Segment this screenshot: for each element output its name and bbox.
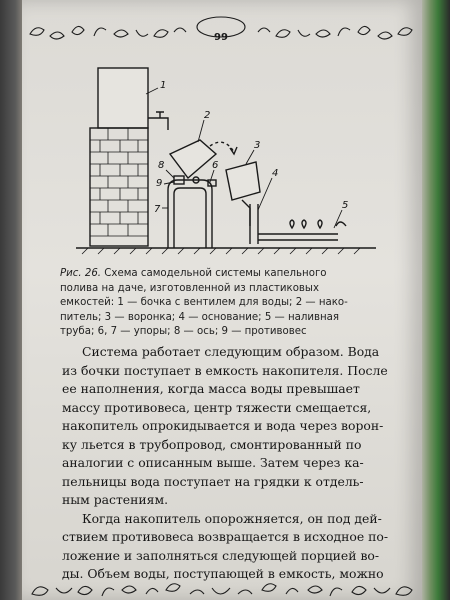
text-line: Когда накопитель опорожняется, он под дей-: [82, 510, 382, 526]
figure-label: Рис. 26.: [60, 268, 102, 279]
flow-arrow: [210, 142, 234, 152]
label-4: 4: [272, 168, 279, 179]
caption-line-1: [60, 267, 400, 282]
label-8: 8: [158, 160, 165, 171]
caption-line-2: полива на даче, изготовленной из пластиковых: [60, 282, 320, 294]
label-5: 5: [342, 200, 349, 211]
text-line: ствием противовеса возвращается в исходное по-: [62, 529, 389, 544]
label-9: 9: [156, 178, 163, 189]
figure-caption: [60, 267, 400, 340]
caption-line-3: емкостей: 1 — бочка с вентилем для воды; 2 — нако-: [60, 297, 348, 309]
text-line: пельницы вода поступает на грядки к отдель-: [62, 473, 364, 489]
text-line: аналогии с описанным выше. Затем через ка-: [62, 455, 364, 470]
caption-line-4: питель; 3 — воронка; 4 — основание; 5 — наливная: [60, 311, 340, 323]
caption-text: Схема самодельной системы капельного: [104, 268, 327, 279]
book-edge: [420, 0, 450, 600]
text-line: из бочки поступает в емкость накопителя. После: [62, 362, 388, 378]
text-line: ее наполнения, когда масса воды превышает: [62, 381, 360, 396]
text-line: массу противовеса, центр тяжести смещается,: [62, 399, 372, 415]
base-post: [250, 204, 258, 244]
label-1: 1: [160, 80, 167, 91]
text-line: ложение и заполняться следующей порцией во-: [62, 547, 380, 563]
brick-column: [90, 128, 148, 246]
text-line: накопитель опрокидывается и вода через ворон-: [62, 418, 384, 433]
tipping-container: [170, 140, 219, 178]
desk-background: [0, 0, 22, 600]
label-3: 3: [254, 140, 261, 151]
text-line: ку льется в трубопровод, смонтированный по: [62, 436, 362, 452]
label-2: 2: [204, 110, 211, 121]
page-number: 99: [214, 32, 228, 43]
irrigation-diagram: [58, 58, 388, 264]
valve-pipe: [148, 118, 168, 130]
paragraph-1: [62, 343, 400, 510]
bottom-ornament-border: [22, 572, 422, 600]
barrel-shape: [98, 68, 148, 128]
text-line: ным растениям.: [62, 492, 169, 507]
caption-line-5: труба; 6, 7 — упоры; 8 — ось; 9 — противовес: [60, 326, 307, 338]
label-6: 6: [212, 160, 219, 171]
body-text: [62, 343, 400, 584]
book-page: [22, 0, 422, 600]
text-line: Система работает следующим образом. Вода: [82, 344, 380, 359]
text-line: ды. Объем воды, поступающей в емкость, можно: [62, 566, 384, 581]
funnel: [226, 162, 260, 200]
label-7: 7: [154, 204, 161, 215]
